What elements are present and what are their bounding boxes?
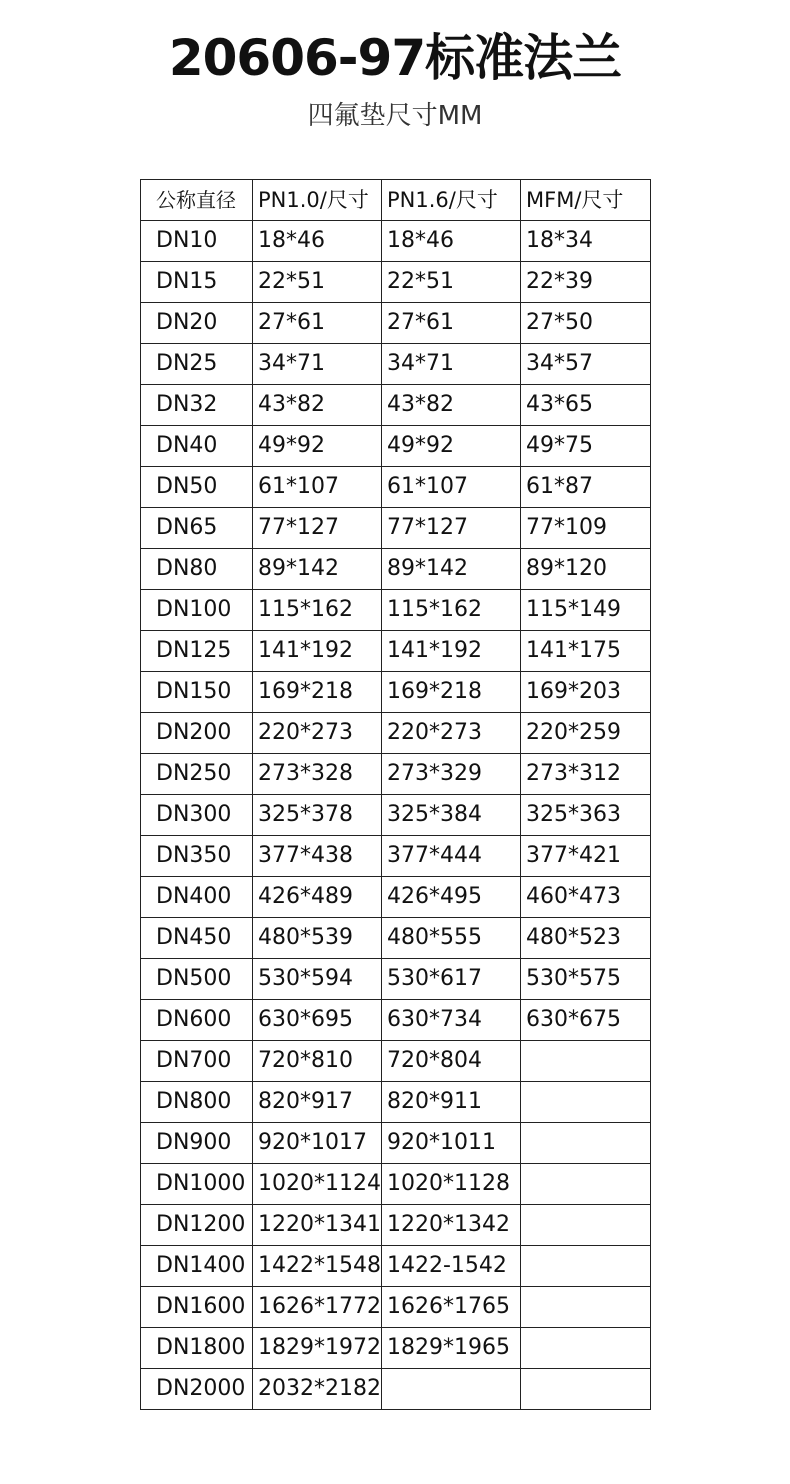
- cell-pn10-size: 480*539: [253, 918, 382, 959]
- cell-pn16-size: 49*92: [382, 426, 521, 467]
- cell-pn16-size: 426*495: [382, 877, 521, 918]
- cell-pn16-size: 115*162: [382, 590, 521, 631]
- cell-pn16-size: 325*384: [382, 795, 521, 836]
- table-row: [141, 467, 651, 508]
- cell-mfm-size: 273*312: [521, 754, 651, 795]
- cell-pn10-size: 920*1017: [253, 1123, 382, 1164]
- cell-nominal-diameter: DN20: [141, 303, 253, 344]
- cell-pn16-size: 630*734: [382, 1000, 521, 1041]
- cell-nominal-diameter: DN200: [141, 713, 253, 754]
- cell-nominal-diameter: DN150: [141, 672, 253, 713]
- table-row: [141, 795, 651, 836]
- cell-mfm-size: [521, 1123, 651, 1164]
- cell-pn16-size: 61*107: [382, 467, 521, 508]
- table-row: [141, 754, 651, 795]
- table-row: [141, 426, 651, 467]
- table-row: [141, 713, 651, 754]
- cell-pn10-size: 820*917: [253, 1082, 382, 1123]
- cell-mfm-size: [521, 1328, 651, 1369]
- table-row: [141, 836, 651, 877]
- table-header-row: [141, 180, 651, 221]
- cell-pn16-size: 1829*1965: [382, 1328, 521, 1369]
- cell-pn10-size: 1020*1124: [253, 1164, 382, 1205]
- cell-mfm-size: 530*575: [521, 959, 651, 1000]
- cell-pn16-size: 220*273: [382, 713, 521, 754]
- cell-mfm-size: 77*109: [521, 508, 651, 549]
- cell-pn10-size: 1220*1341: [253, 1205, 382, 1246]
- cell-nominal-diameter: DN1600: [141, 1287, 253, 1328]
- cell-mfm-size: 460*473: [521, 877, 651, 918]
- header-pn10-size: PN1.0/尺寸: [253, 180, 382, 221]
- cell-pn16-size: 920*1011: [382, 1123, 521, 1164]
- cell-pn10-size: 141*192: [253, 631, 382, 672]
- cell-pn16-size: 43*82: [382, 385, 521, 426]
- cell-mfm-size: [521, 1164, 651, 1205]
- cell-pn16-size: 1020*1128: [382, 1164, 521, 1205]
- cell-nominal-diameter: DN2000: [141, 1369, 253, 1410]
- header-nominal-diameter: 公称直径: [141, 180, 253, 221]
- cell-pn10-size: 1626*1772: [253, 1287, 382, 1328]
- cell-mfm-size: 377*421: [521, 836, 651, 877]
- cell-pn10-size: 1829*1972: [253, 1328, 382, 1369]
- cell-pn16-size: 377*444: [382, 836, 521, 877]
- cell-nominal-diameter: DN80: [141, 549, 253, 590]
- table-row: [141, 385, 651, 426]
- page-subtitle: 四氟垫尺寸MM: [307, 101, 483, 131]
- cell-pn16-size: 820*911: [382, 1082, 521, 1123]
- table-row: [141, 590, 651, 631]
- cell-mfm-size: 141*175: [521, 631, 651, 672]
- cell-pn10-size: 325*378: [253, 795, 382, 836]
- cell-mfm-size: 43*65: [521, 385, 651, 426]
- cell-pn16-size: 34*71: [382, 344, 521, 385]
- cell-pn16-size: 720*804: [382, 1041, 521, 1082]
- cell-nominal-diameter: DN25: [141, 344, 253, 385]
- table-row: [141, 1000, 651, 1041]
- cell-nominal-diameter: DN32: [141, 385, 253, 426]
- cell-mfm-size: 27*50: [521, 303, 651, 344]
- cell-pn16-size: 27*61: [382, 303, 521, 344]
- cell-pn10-size: 273*328: [253, 754, 382, 795]
- cell-nominal-diameter: DN100: [141, 590, 253, 631]
- cell-mfm-size: [521, 1041, 651, 1082]
- cell-pn10-size: 27*61: [253, 303, 382, 344]
- table-row: [141, 1328, 651, 1369]
- cell-nominal-diameter: DN800: [141, 1082, 253, 1123]
- cell-mfm-size: 630*675: [521, 1000, 651, 1041]
- table-row: [141, 1246, 651, 1287]
- cell-nominal-diameter: DN300: [141, 795, 253, 836]
- table-row: [141, 1082, 651, 1123]
- cell-pn16-size: 1626*1765: [382, 1287, 521, 1328]
- cell-pn10-size: 89*142: [253, 549, 382, 590]
- page-title: 20606-97标准法兰: [168, 29, 622, 87]
- table-row: [141, 918, 651, 959]
- cell-nominal-diameter: DN450: [141, 918, 253, 959]
- header-mfm-size: MFM/尺寸: [521, 180, 651, 221]
- table-row: [141, 631, 651, 672]
- cell-mfm-size: 115*149: [521, 590, 651, 631]
- cell-pn16-size: 273*329: [382, 754, 521, 795]
- cell-nominal-diameter: DN65: [141, 508, 253, 549]
- cell-pn10-size: 77*127: [253, 508, 382, 549]
- table-row: [141, 1041, 651, 1082]
- flange-size-table: [140, 179, 651, 1410]
- cell-mfm-size: 61*87: [521, 467, 651, 508]
- cell-mfm-size: 49*75: [521, 426, 651, 467]
- table-row: [141, 303, 651, 344]
- cell-pn16-size: 77*127: [382, 508, 521, 549]
- cell-nominal-diameter: DN1800: [141, 1328, 253, 1369]
- cell-pn10-size: 720*810: [253, 1041, 382, 1082]
- cell-nominal-diameter: DN1400: [141, 1246, 253, 1287]
- table-row: [141, 1164, 651, 1205]
- cell-pn10-size: 115*162: [253, 590, 382, 631]
- cell-mfm-size: [521, 1246, 651, 1287]
- cell-pn10-size: 18*46: [253, 221, 382, 262]
- cell-pn10-size: 43*82: [253, 385, 382, 426]
- table-row: [141, 1287, 651, 1328]
- cell-mfm-size: 22*39: [521, 262, 651, 303]
- cell-pn10-size: 377*438: [253, 836, 382, 877]
- cell-pn16-size: 1220*1342: [382, 1205, 521, 1246]
- cell-mfm-size: [521, 1205, 651, 1246]
- cell-pn16-size: 22*51: [382, 262, 521, 303]
- cell-pn16-size: 89*142: [382, 549, 521, 590]
- table-row: [141, 549, 651, 590]
- cell-pn16-size: [382, 1369, 521, 1410]
- cell-pn10-size: 61*107: [253, 467, 382, 508]
- table-row: [141, 508, 651, 549]
- table-row: [141, 1205, 651, 1246]
- cell-nominal-diameter: DN500: [141, 959, 253, 1000]
- cell-pn10-size: 426*489: [253, 877, 382, 918]
- cell-nominal-diameter: DN250: [141, 754, 253, 795]
- cell-nominal-diameter: DN40: [141, 426, 253, 467]
- cell-nominal-diameter: DN350: [141, 836, 253, 877]
- cell-mfm-size: 480*523: [521, 918, 651, 959]
- cell-mfm-size: 34*57: [521, 344, 651, 385]
- table-body: [141, 221, 651, 1410]
- cell-nominal-diameter: DN15: [141, 262, 253, 303]
- cell-nominal-diameter: DN700: [141, 1041, 253, 1082]
- cell-pn10-size: 2032*2182: [253, 1369, 382, 1410]
- cell-nominal-diameter: DN10: [141, 221, 253, 262]
- cell-mfm-size: 169*203: [521, 672, 651, 713]
- cell-pn10-size: 530*594: [253, 959, 382, 1000]
- cell-pn10-size: 1422*1548: [253, 1246, 382, 1287]
- cell-pn10-size: 22*51: [253, 262, 382, 303]
- cell-pn10-size: 34*71: [253, 344, 382, 385]
- cell-nominal-diameter: DN900: [141, 1123, 253, 1164]
- cell-mfm-size: 325*363: [521, 795, 651, 836]
- table-row: [141, 1369, 651, 1410]
- cell-nominal-diameter: DN1000: [141, 1164, 253, 1205]
- cell-mfm-size: 89*120: [521, 549, 651, 590]
- cell-nominal-diameter: DN125: [141, 631, 253, 672]
- cell-mfm-size: [521, 1369, 651, 1410]
- table-row: [141, 672, 651, 713]
- cell-pn16-size: 1422-1542: [382, 1246, 521, 1287]
- table-row: [141, 1123, 651, 1164]
- cell-mfm-size: [521, 1082, 651, 1123]
- cell-mfm-size: [521, 1287, 651, 1328]
- cell-nominal-diameter: DN1200: [141, 1205, 253, 1246]
- cell-pn16-size: 480*555: [382, 918, 521, 959]
- cell-pn10-size: 49*92: [253, 426, 382, 467]
- cell-pn16-size: 169*218: [382, 672, 521, 713]
- table-row: [141, 344, 651, 385]
- table-row: [141, 959, 651, 1000]
- cell-mfm-size: 18*34: [521, 221, 651, 262]
- cell-pn10-size: 169*218: [253, 672, 382, 713]
- cell-nominal-diameter: DN600: [141, 1000, 253, 1041]
- cell-pn10-size: 220*273: [253, 713, 382, 754]
- cell-mfm-size: 220*259: [521, 713, 651, 754]
- cell-pn16-size: 530*617: [382, 959, 521, 1000]
- cell-pn16-size: 141*192: [382, 631, 521, 672]
- cell-nominal-diameter: DN400: [141, 877, 253, 918]
- header-pn16-size: PN1.6/尺寸: [382, 180, 521, 221]
- cell-pn16-size: 18*46: [382, 221, 521, 262]
- cell-pn10-size: 630*695: [253, 1000, 382, 1041]
- table-row: [141, 262, 651, 303]
- cell-nominal-diameter: DN50: [141, 467, 253, 508]
- table-row: [141, 221, 651, 262]
- table-row: [141, 877, 651, 918]
